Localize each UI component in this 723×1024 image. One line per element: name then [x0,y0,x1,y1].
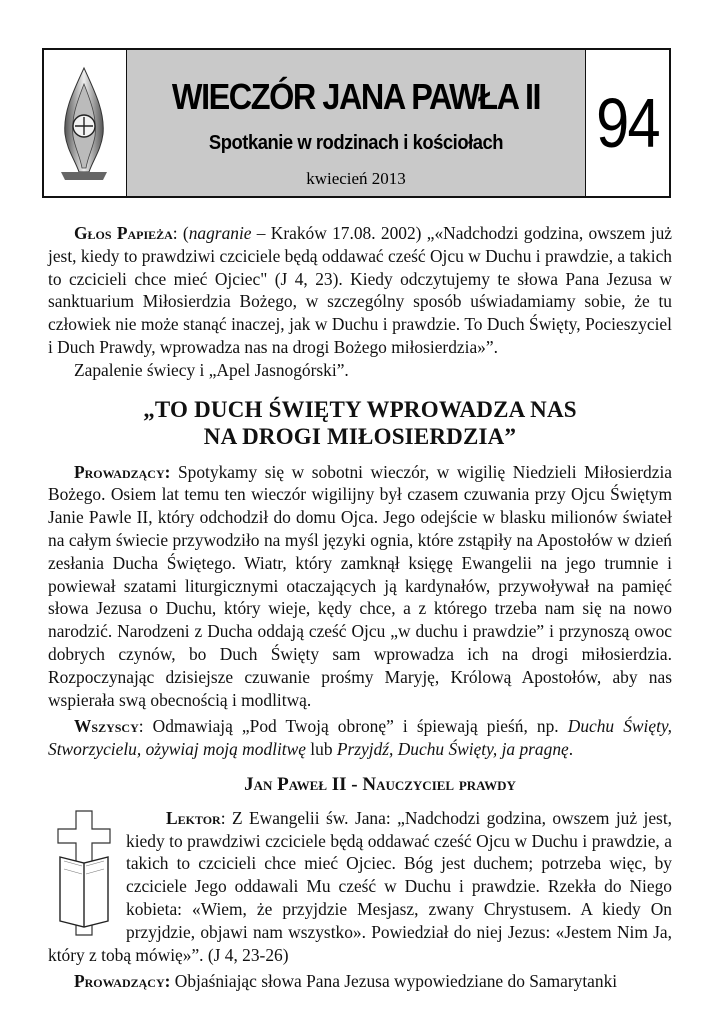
leader-paragraph-2: Prowadzący: Objaśniając słowa Pana Jezusa wypowiedziane do Samarytanki [74,971,618,992]
speaker-label: Prowadzący: [74,971,171,992]
publication-subtitle: Spotkanie w rodzinach i kościołach [208,132,504,154]
issue-number: 94 [596,84,659,162]
candle-flame-logo-icon [53,64,115,184]
publication-title: WIECZÓR JANA PAWŁA II [171,76,541,117]
main-title-line-1: „TO DUCH ŚWIĘTY WPROWADZA NAS [143,396,577,422]
issue-date: kwiecień 2013 [306,169,406,188]
main-title-line-2: NA DROGI MIŁOSIERDZIA” [203,424,517,450]
main-title [48,396,672,451]
speaker-label: Wszyscy [74,716,139,737]
speaker-label: Prowadzący: [74,461,171,482]
title-cell [127,50,586,196]
all-paragraph: Wszyscy: Odmawiają „Pod Twoją obronę” i śpiewają pieśń, np. Duchu Święty, Stworzycielu, ożywiaj moją modlitwę lub Przyjdź, Duchu Święty, ja pragnę. [48,716,673,760]
speaker-label: Głos Papieża [74,223,173,243]
article-body [48,222,672,993]
candle-instruction: Zapalenie świecy i „Apel Jasnogórski”. [74,359,349,380]
intro-paragraph: Głos Papieża: (nagranie – Kraków 17.08. 2002) „«Nadchodzi godzina, owszem już jest, kiedy to prawdziwi czciciele będą oddawać cześć Ojcu w Duchu i prawdzie, a takich to czcicieli chce mieć Ojciec" (J 4, 23). Kiedy odczytujemy te słowa Pana Jezusa w sanktuarium Miłosierdzia Bożego, w szczególny sposób uświadamiamy sobie, że tu człowiek nie może stanąć inaczej, jak w Duchu i prawdzie. To Duch Święty, Pocieszyciel i Duch Prawdy, wprowadza nas na drogi Bożego miłosierdzia»”. [48,223,672,357]
open-bible-cross-icon [56,809,112,937]
leader-paragraph-1: Prowadzący: Spotykamy się w sobotni wieczór, w wigilię Niedzieli Miłosierdzia Bożego. Osiem lat temu ten wieczór wigilijny był czasem czuwania przy Ojcu Świętym Janie Pawle II, który odchodził do domu Ojca. Jego odejście w blasku milionów świateł na całym świecie przywodziło na myśl języki ognia, które zstąpiły na Apostołów w dzień zesłania Ducha Świętego. Wiatr, który zamknął księgę Ewangelii na jego trumnie i powiewał szatami liturgicznymi otaczających ją kardynałów, przywoływał na pamięć słowa Jezusa o Duchu, który wieje, kędy chce, a z którego trzeba nam się na nowo narodzić. Narodzeni z Ducha oddają cześć Ojcu „w duchu i prawdzie” i przynoszą owoc dobrych czynów, bo Duch Święty sam wprowadza ich na drogi miłosierdzia. Rozpoczynając dzisiejsze czuwanie prośmy Maryję, Królową Apostołów, aby nas wspierała swą obecnością i modlitwą. [48,461,672,710]
reader-paragraph: Lektor: Z Ewangelii św. Jana: „Nadchodzi godzina, owszem już jest, kiedy to prawdziwi czciciele będą oddawać cześć Ojcu w Duchu i prawdzie, a takich to czcicieli chce mieć Ojciec. Bóg jest duchem; potrzeba więc, by czciciele Jego oddawali Mu cześć w Duchu i prawdzie. Rzekła do Niego kobieta: «Wiem, że przyjdzie Mesjasz, zwany Chrystusem. A kiedy On przyjdzie, objawi nam wszystko». Powiedział do niej Jezus: «Jestem Nim Ja, który z tobą mówię»”. (J 4, 23-26) [48,807,672,965]
speaker-label: Lektor [166,807,221,828]
section-heading: Jan Paweł II - Nauczyciel prawdy [244,773,516,795]
header-box [42,48,671,198]
logo-cell [44,50,127,196]
